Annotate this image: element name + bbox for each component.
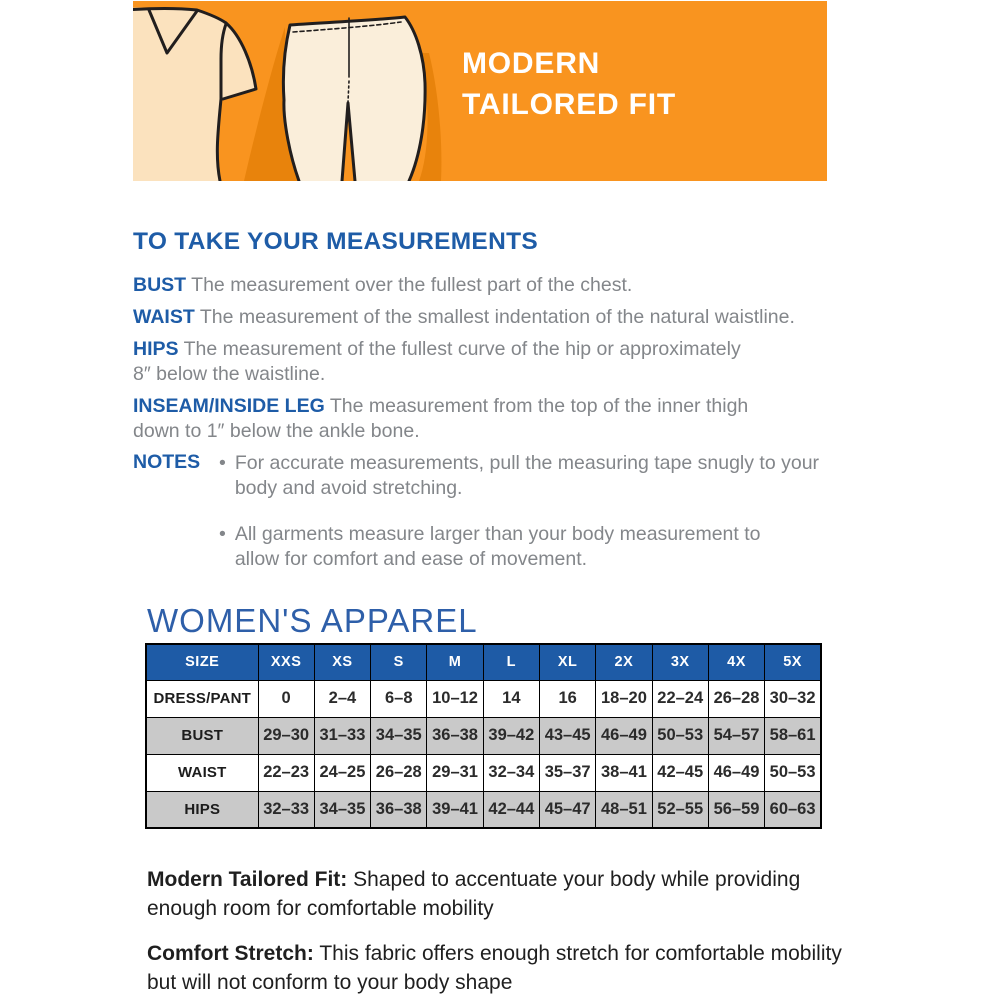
measurement-item-inseam [133, 394, 933, 444]
note-item [219, 522, 819, 571]
size-cell: 42–44 [483, 791, 539, 828]
size-cell: 56–59 [708, 791, 764, 828]
size-cell: 24–25 [314, 754, 370, 791]
size-cell: 48–51 [596, 791, 652, 828]
fit-description-comfort-stretch [147, 940, 907, 997]
size-column-header: 2X [596, 644, 652, 680]
fit-description-label: Modern Tailored Fit: [147, 868, 348, 891]
fit-description-label: Comfort Stretch: [147, 942, 314, 965]
size-cell: 10–12 [427, 680, 483, 717]
size-cell: 22–23 [258, 754, 314, 791]
size-column-header: 5X [765, 644, 821, 680]
row-label: DRESS/PANT [146, 680, 258, 717]
size-column-header: XS [314, 644, 370, 680]
size-cell: 14 [483, 680, 539, 717]
size-cell: 22–24 [652, 680, 708, 717]
measurement-text: The measurement from the top of the inner thigh [329, 395, 749, 417]
size-column-header: S [371, 644, 427, 680]
measurement-text: The measurement of the smallest indentation of the natural waistline. [199, 306, 795, 328]
size-cell: 29–30 [258, 717, 314, 754]
row-label: HIPS [146, 791, 258, 828]
size-cell: 42–45 [652, 754, 708, 791]
size-cell: 32–34 [483, 754, 539, 791]
size-cell: 30–32 [765, 680, 821, 717]
measurements-heading: TO TAKE YOUR MEASUREMENTS [133, 228, 538, 255]
size-cell: 34–35 [371, 717, 427, 754]
size-cell: 36–38 [427, 717, 483, 754]
size-column-header: XL [539, 644, 595, 680]
fit-description-modern-tailored [147, 866, 907, 923]
size-chart-heading: WOMEN'S APPAREL [147, 602, 478, 639]
measurement-label: INSEAM/INSIDE LEG [133, 395, 325, 417]
note-item [219, 451, 819, 500]
size-cell: 26–28 [708, 680, 764, 717]
scrub-pants-icon [283, 17, 425, 181]
notes-block [133, 451, 933, 593]
size-cell: 39–42 [483, 717, 539, 754]
measurement-label: BUST [133, 274, 187, 296]
measurement-label: HIPS [133, 338, 179, 360]
size-cell: 46–49 [596, 717, 652, 754]
size-cell: 26–28 [371, 754, 427, 791]
size-cell: 29–31 [427, 754, 483, 791]
measurement-item-hips [133, 337, 933, 387]
measurement-item-waist [133, 305, 933, 330]
fit-description-text: enough room for comfortable mobility [147, 896, 494, 920]
size-cell: 0 [258, 680, 314, 717]
size-cell: 2–4 [314, 680, 370, 717]
size-cell: 39–41 [427, 791, 483, 828]
table-row [146, 717, 821, 754]
size-cell: 16 [539, 680, 595, 717]
notes-list [219, 451, 819, 593]
measurement-text: The measurement over the fullest part of the chest. [191, 274, 633, 296]
size-cell: 54–57 [708, 717, 764, 754]
size-cell: 60–63 [765, 791, 821, 828]
fit-description-text: This fabric offers enough stretch for comfortable mobility [319, 942, 842, 965]
size-cell: 38–41 [596, 754, 652, 791]
notes-label: NOTES [133, 451, 201, 473]
size-column-header: 4X [708, 644, 764, 680]
table-row [146, 791, 821, 828]
size-column-header: M [427, 644, 483, 680]
size-cell: 36–38 [371, 791, 427, 828]
table-row [146, 754, 821, 791]
banner-title-line2: TAILORED FIT [462, 88, 677, 121]
size-cell: 52–55 [652, 791, 708, 828]
measurement-text: down to 1″ below the ankle bone. [133, 420, 420, 442]
size-cell: 45–47 [539, 791, 595, 828]
scrub-top-icon [133, 8, 256, 181]
size-cell: 34–35 [314, 791, 370, 828]
banner-title [462, 43, 676, 125]
size-cell: 43–45 [539, 717, 595, 754]
size-cell: 50–53 [765, 754, 821, 791]
size-cell: 32–33 [258, 791, 314, 828]
size-column-header: XXS [258, 644, 314, 680]
banner-title-line1: MODERN [462, 47, 601, 80]
size-column-header: L [483, 644, 539, 680]
fit-descriptions-section [147, 866, 907, 997]
row-label: BUST [146, 717, 258, 754]
size-column-header: 3X [652, 644, 708, 680]
bullet-icon: • [219, 452, 226, 474]
measurement-text: 8″ below the waistline. [133, 363, 326, 385]
size-cell: 6–8 [371, 680, 427, 717]
size-cell: 46–49 [708, 754, 764, 791]
row-label: WAIST [146, 754, 258, 791]
size-cell: 31–33 [314, 717, 370, 754]
size-chart-table [145, 643, 822, 829]
measurements-section [133, 228, 933, 593]
measurement-label: WAIST [133, 306, 195, 328]
size-cell: 18–20 [596, 680, 652, 717]
size-cell: 50–53 [652, 717, 708, 754]
size-corner-header: SIZE [146, 644, 258, 680]
bullet-icon: • [219, 523, 226, 545]
size-cell: 58–61 [765, 717, 821, 754]
note-text: For accurate measurements, pull the measuring tape snugly to your body and avoid stretching. [234, 452, 820, 499]
note-text: All garments measure larger than your body measurement to allow for comfort and ease of movement. [234, 523, 761, 570]
table-row [146, 680, 821, 717]
size-cell: 35–37 [539, 754, 595, 791]
fit-description-text: Shaped to accentuate your body while providing [353, 868, 801, 891]
measurement-text: The measurement of the fullest curve of the hip or approximately [183, 338, 741, 360]
fit-banner [133, 1, 827, 181]
fit-description-text: but will not conform to your body shape [147, 970, 513, 994]
measurement-item-bust [133, 273, 933, 298]
